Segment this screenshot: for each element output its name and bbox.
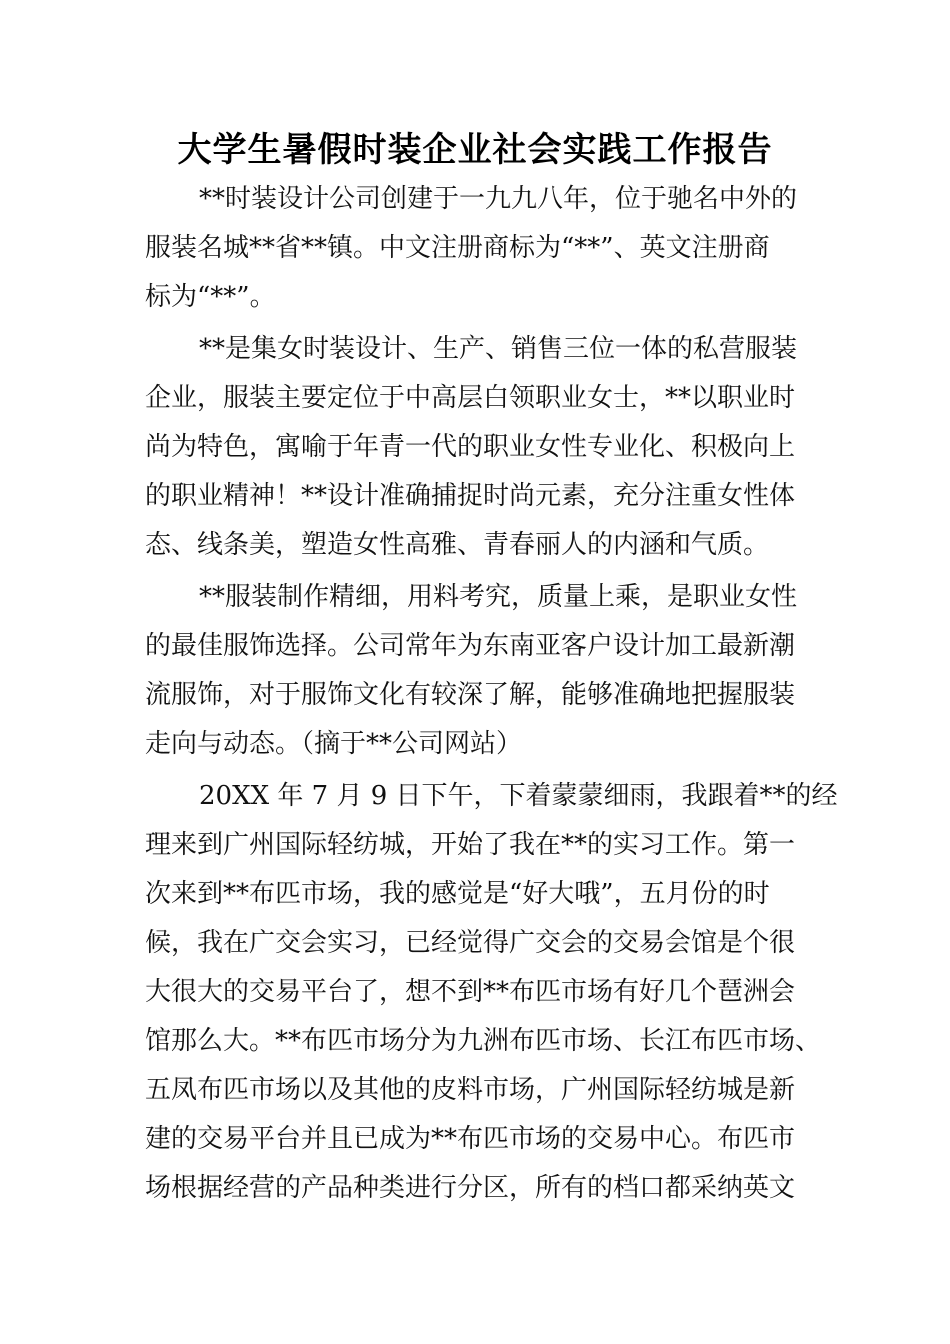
paragraph-line: 五凤布匹市场以及其他的皮料市场，广州国际轻纺城是新 [145,1075,796,1105]
paragraph-line: **服装制作精细，用料考究，质量上乘，是职业女性 [199,582,798,612]
paragraph-line: 流服饰，对于服饰文化有较深了解，能够准确地把握服装 [145,680,796,710]
paragraph-line: 20XX 年 7 月 9 日下午，下着蒙蒙细雨，我跟着**的经 [199,781,838,811]
document-title: 大学生暑假时装企业社会实践工作报告 [177,130,773,170]
paragraph-line: **时装设计公司创建于一九九八年，位于驰名中外的 [199,184,798,214]
paragraph-line: 的职业精神！**设计准确捕捉时尚元素，充分注重女性体 [145,481,796,511]
paragraph-line: 走向与动态。（摘于**公司网站） [145,729,523,759]
paragraph-line: 建的交易平台并且已成为**布匹市场的交易中心。布匹市 [145,1124,796,1154]
paragraph-line: **是集女时装设计、生产、销售三位一体的私营服装 [199,334,798,364]
paragraph-line: 标为“**”。 [145,282,276,312]
paragraph-line: 大很大的交易平台了，想不到**布匹市场有好几个琶洲会 [145,977,796,1007]
paragraph-line: 理来到广州国际轻纺城，开始了我在**的实习工作。第一 [145,830,796,860]
paragraph-line: 次来到**布匹市场，我的感觉是“好大哦”，五月份的时 [145,879,770,909]
paragraph-line: 的最佳服饰选择。公司常年为东南亚客户设计加工最新潮 [145,631,796,661]
paragraph-line: 馆那么大。**布匹市场分为九洲布匹市场、长江布匹市场、 [145,1026,822,1056]
paragraph-line: 尚为特色，寓喻于年青一代的职业女性专业化、积极向上 [145,432,796,462]
paragraph-line: 企业，服装主要定位于中高层白领职业女士，**以职业时 [145,383,796,413]
paragraph-line: 场根据经营的产品种类进行分区，所有的档口都采纳英文 [145,1173,796,1203]
paragraph-line: 服装名城**省**镇。中文注册商标为“**”、英文注册商 [145,233,770,263]
paragraph-line: 态、线条美，塑造女性高雅、青春丽人的内涵和气质。 [145,530,770,560]
document-body [145,175,845,1213]
paragraph-line: 候，我在广交会实习，已经觉得广交会的交易会馆是个很 [145,928,796,958]
